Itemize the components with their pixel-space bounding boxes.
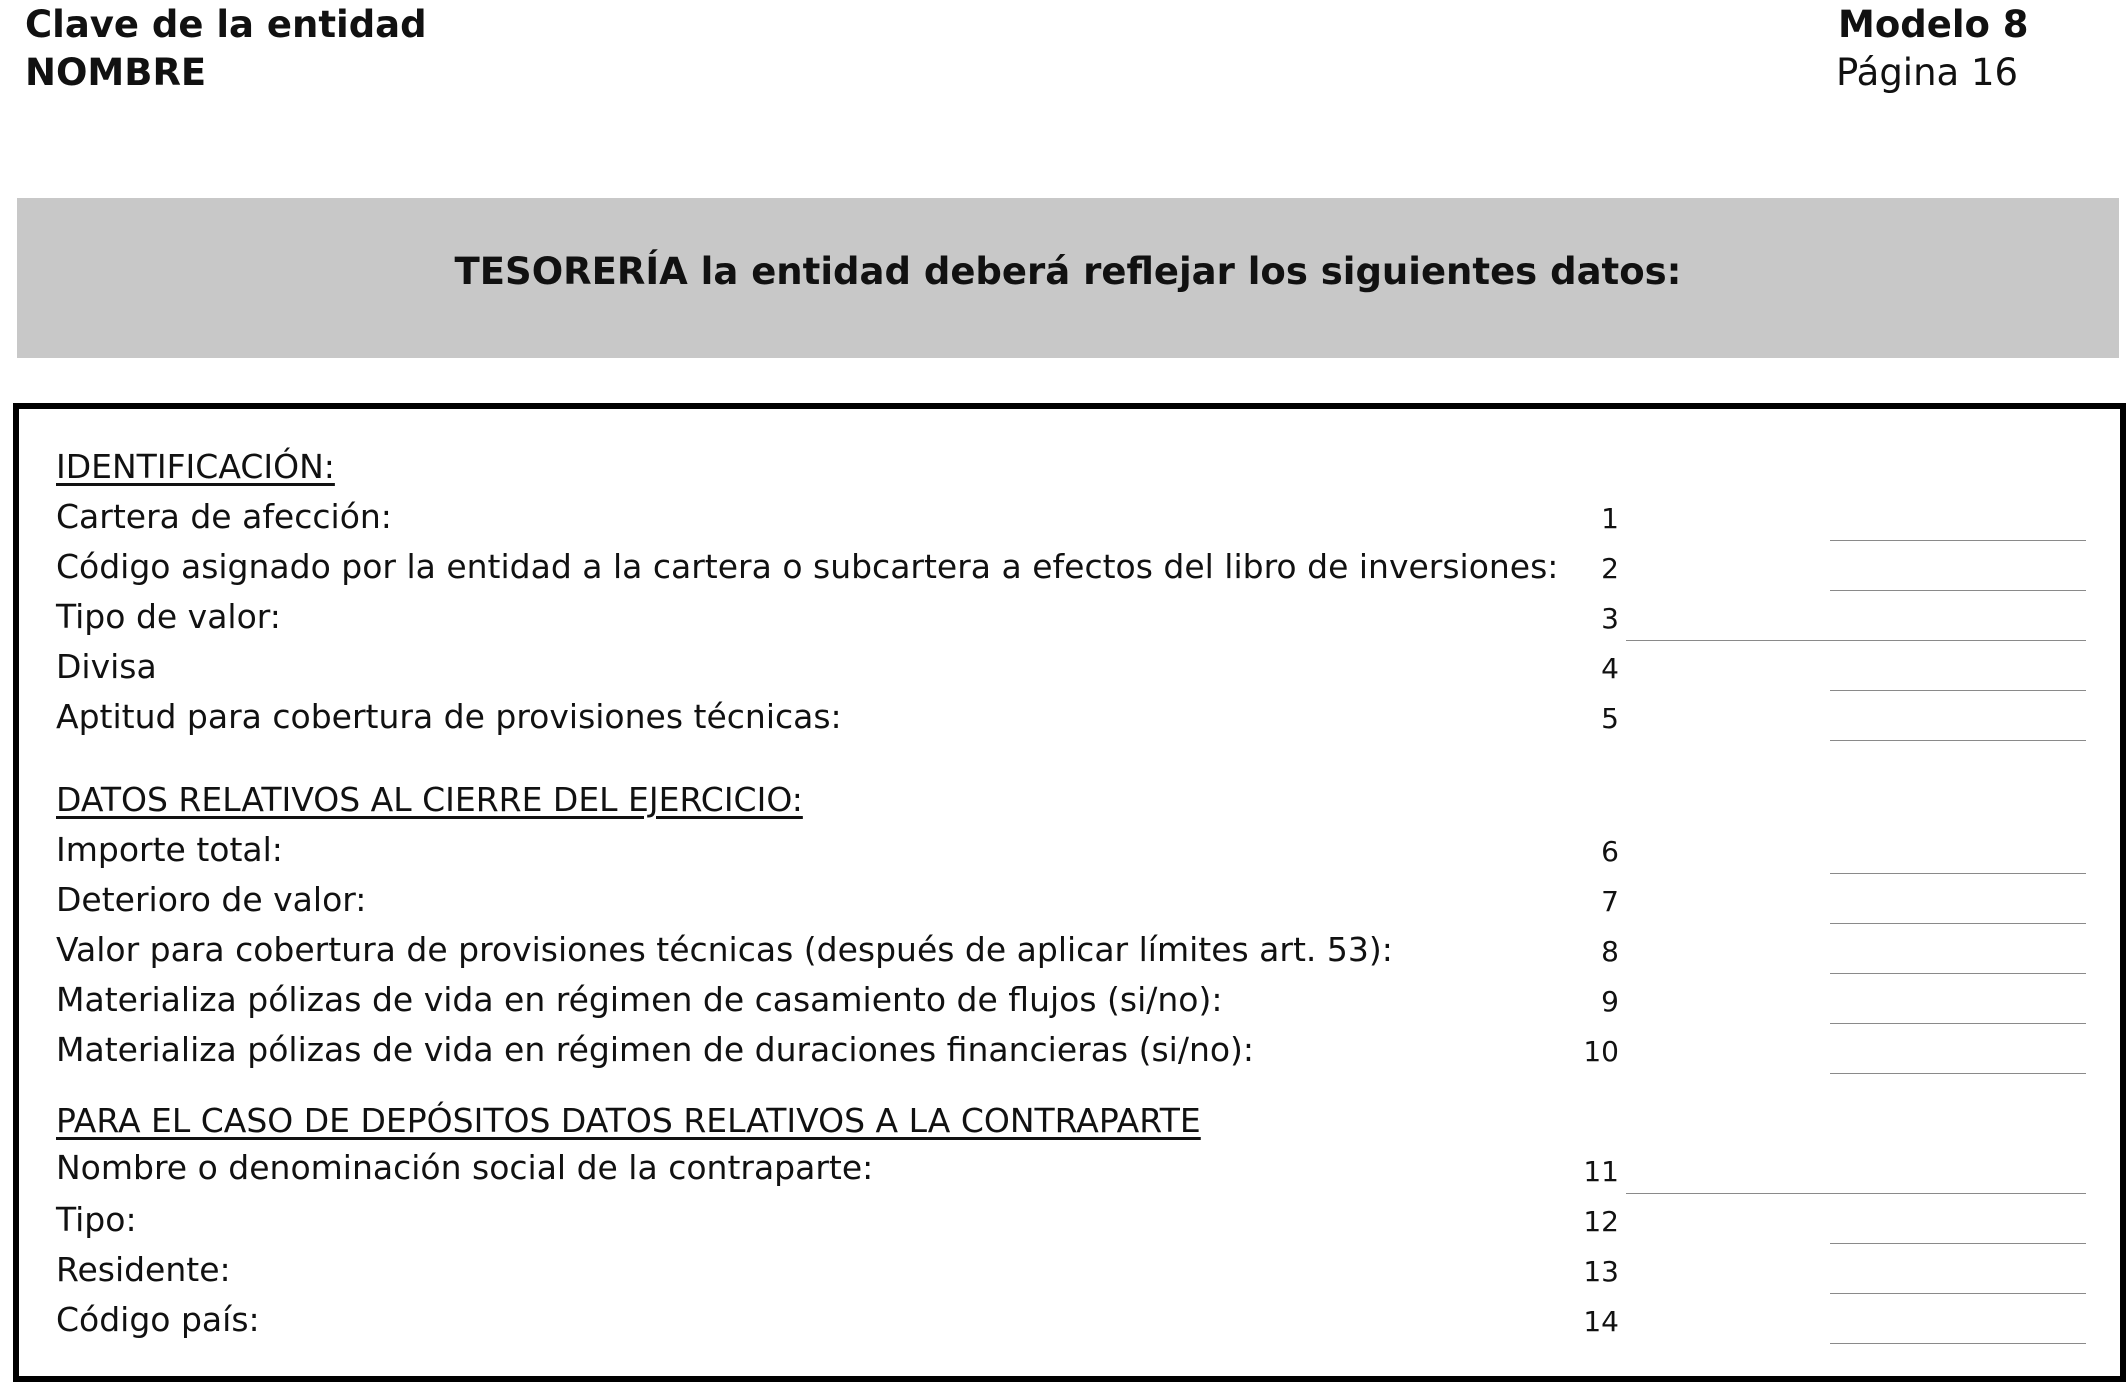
entity-key-label: Clave de la entidad	[25, 3, 427, 46]
field-number-6: 6	[1601, 835, 1619, 868]
field-label-nombre-contraparte: Nombre o denominación social de la contraparte:	[56, 1148, 874, 1187]
field-input-9[interactable]	[1830, 1023, 2086, 1024]
section-banner	[17, 198, 2119, 358]
field-number-14: 14	[1583, 1305, 1619, 1338]
field-label-tipo-valor: Tipo de valor:	[56, 597, 281, 636]
field-input-5[interactable]	[1830, 740, 2086, 741]
field-input-2[interactable]	[1830, 590, 2086, 591]
model-label: Modelo 8	[1838, 3, 2029, 46]
field-number-10: 10	[1583, 1035, 1619, 1068]
field-label-cartera-afeccion: Cartera de afección:	[56, 497, 392, 536]
field-number-12: 12	[1583, 1205, 1619, 1238]
field-input-14[interactable]	[1830, 1343, 2086, 1344]
field-input-10[interactable]	[1830, 1073, 2086, 1074]
page-number-label: Página 16	[1836, 51, 2019, 94]
field-label-valor-cobertura: Valor para cobertura de provisiones técnicas (después de aplicar límites art. 53):	[56, 930, 1393, 969]
field-number-13: 13	[1583, 1255, 1619, 1288]
field-label-divisa: Divisa	[56, 647, 157, 686]
field-number-2: 2	[1601, 552, 1619, 585]
field-label-importe-total: Importe total:	[56, 830, 283, 869]
field-input-7[interactable]	[1830, 923, 2086, 924]
field-input-4[interactable]	[1830, 690, 2086, 691]
field-label-residente: Residente:	[56, 1250, 231, 1289]
field-input-8[interactable]	[1830, 973, 2086, 974]
field-label-codigo-asignado: Código asignado por la entidad a la cartera o subcartera a efectos del libro de inversiones:	[56, 547, 1559, 586]
field-number-4: 4	[1601, 652, 1619, 685]
field-input-13[interactable]	[1830, 1293, 2086, 1294]
field-input-11[interactable]	[1626, 1193, 2086, 1194]
section-title-identificacion: IDENTIFICACIÓN:	[56, 447, 335, 486]
field-number-5: 5	[1601, 702, 1619, 735]
field-number-8: 8	[1601, 935, 1619, 968]
field-label-casamiento-flujos: Materializa pólizas de vida en régimen de casamiento de flujos (si/no):	[56, 980, 1223, 1019]
field-number-11: 11	[1583, 1155, 1619, 1188]
field-label-duraciones-financieras: Materializa pólizas de vida en régimen de duraciones financieras (si/no):	[56, 1030, 1255, 1069]
entity-name-label: NOMBRE	[25, 51, 207, 94]
field-number-1: 1	[1601, 502, 1619, 535]
section-title-depositos-contraparte: PARA EL CASO DE DEPÓSITOS DATOS RELATIVOS A LA CONTRAPARTE	[56, 1101, 1201, 1140]
field-input-12[interactable]	[1830, 1243, 2086, 1244]
section-title-cierre-ejercicio: DATOS RELATIVOS AL CIERRE DEL EJERCICIO:	[56, 780, 803, 819]
field-label-tipo: Tipo:	[56, 1200, 137, 1239]
field-input-1[interactable]	[1830, 540, 2086, 541]
banner-title: TESORERÍA la entidad deberá reflejar los siguientes datos:	[454, 250, 1682, 293]
field-number-7: 7	[1601, 885, 1619, 918]
field-number-3: 3	[1601, 602, 1619, 635]
field-label-aptitud-cobertura: Aptitud para cobertura de provisiones técnicas:	[56, 697, 842, 736]
field-input-3[interactable]	[1626, 640, 2086, 641]
field-label-codigo-pais: Código país:	[56, 1300, 260, 1339]
field-number-9: 9	[1601, 985, 1619, 1018]
field-input-6[interactable]	[1830, 873, 2086, 874]
field-label-deterioro-valor: Deterioro de valor:	[56, 880, 367, 919]
